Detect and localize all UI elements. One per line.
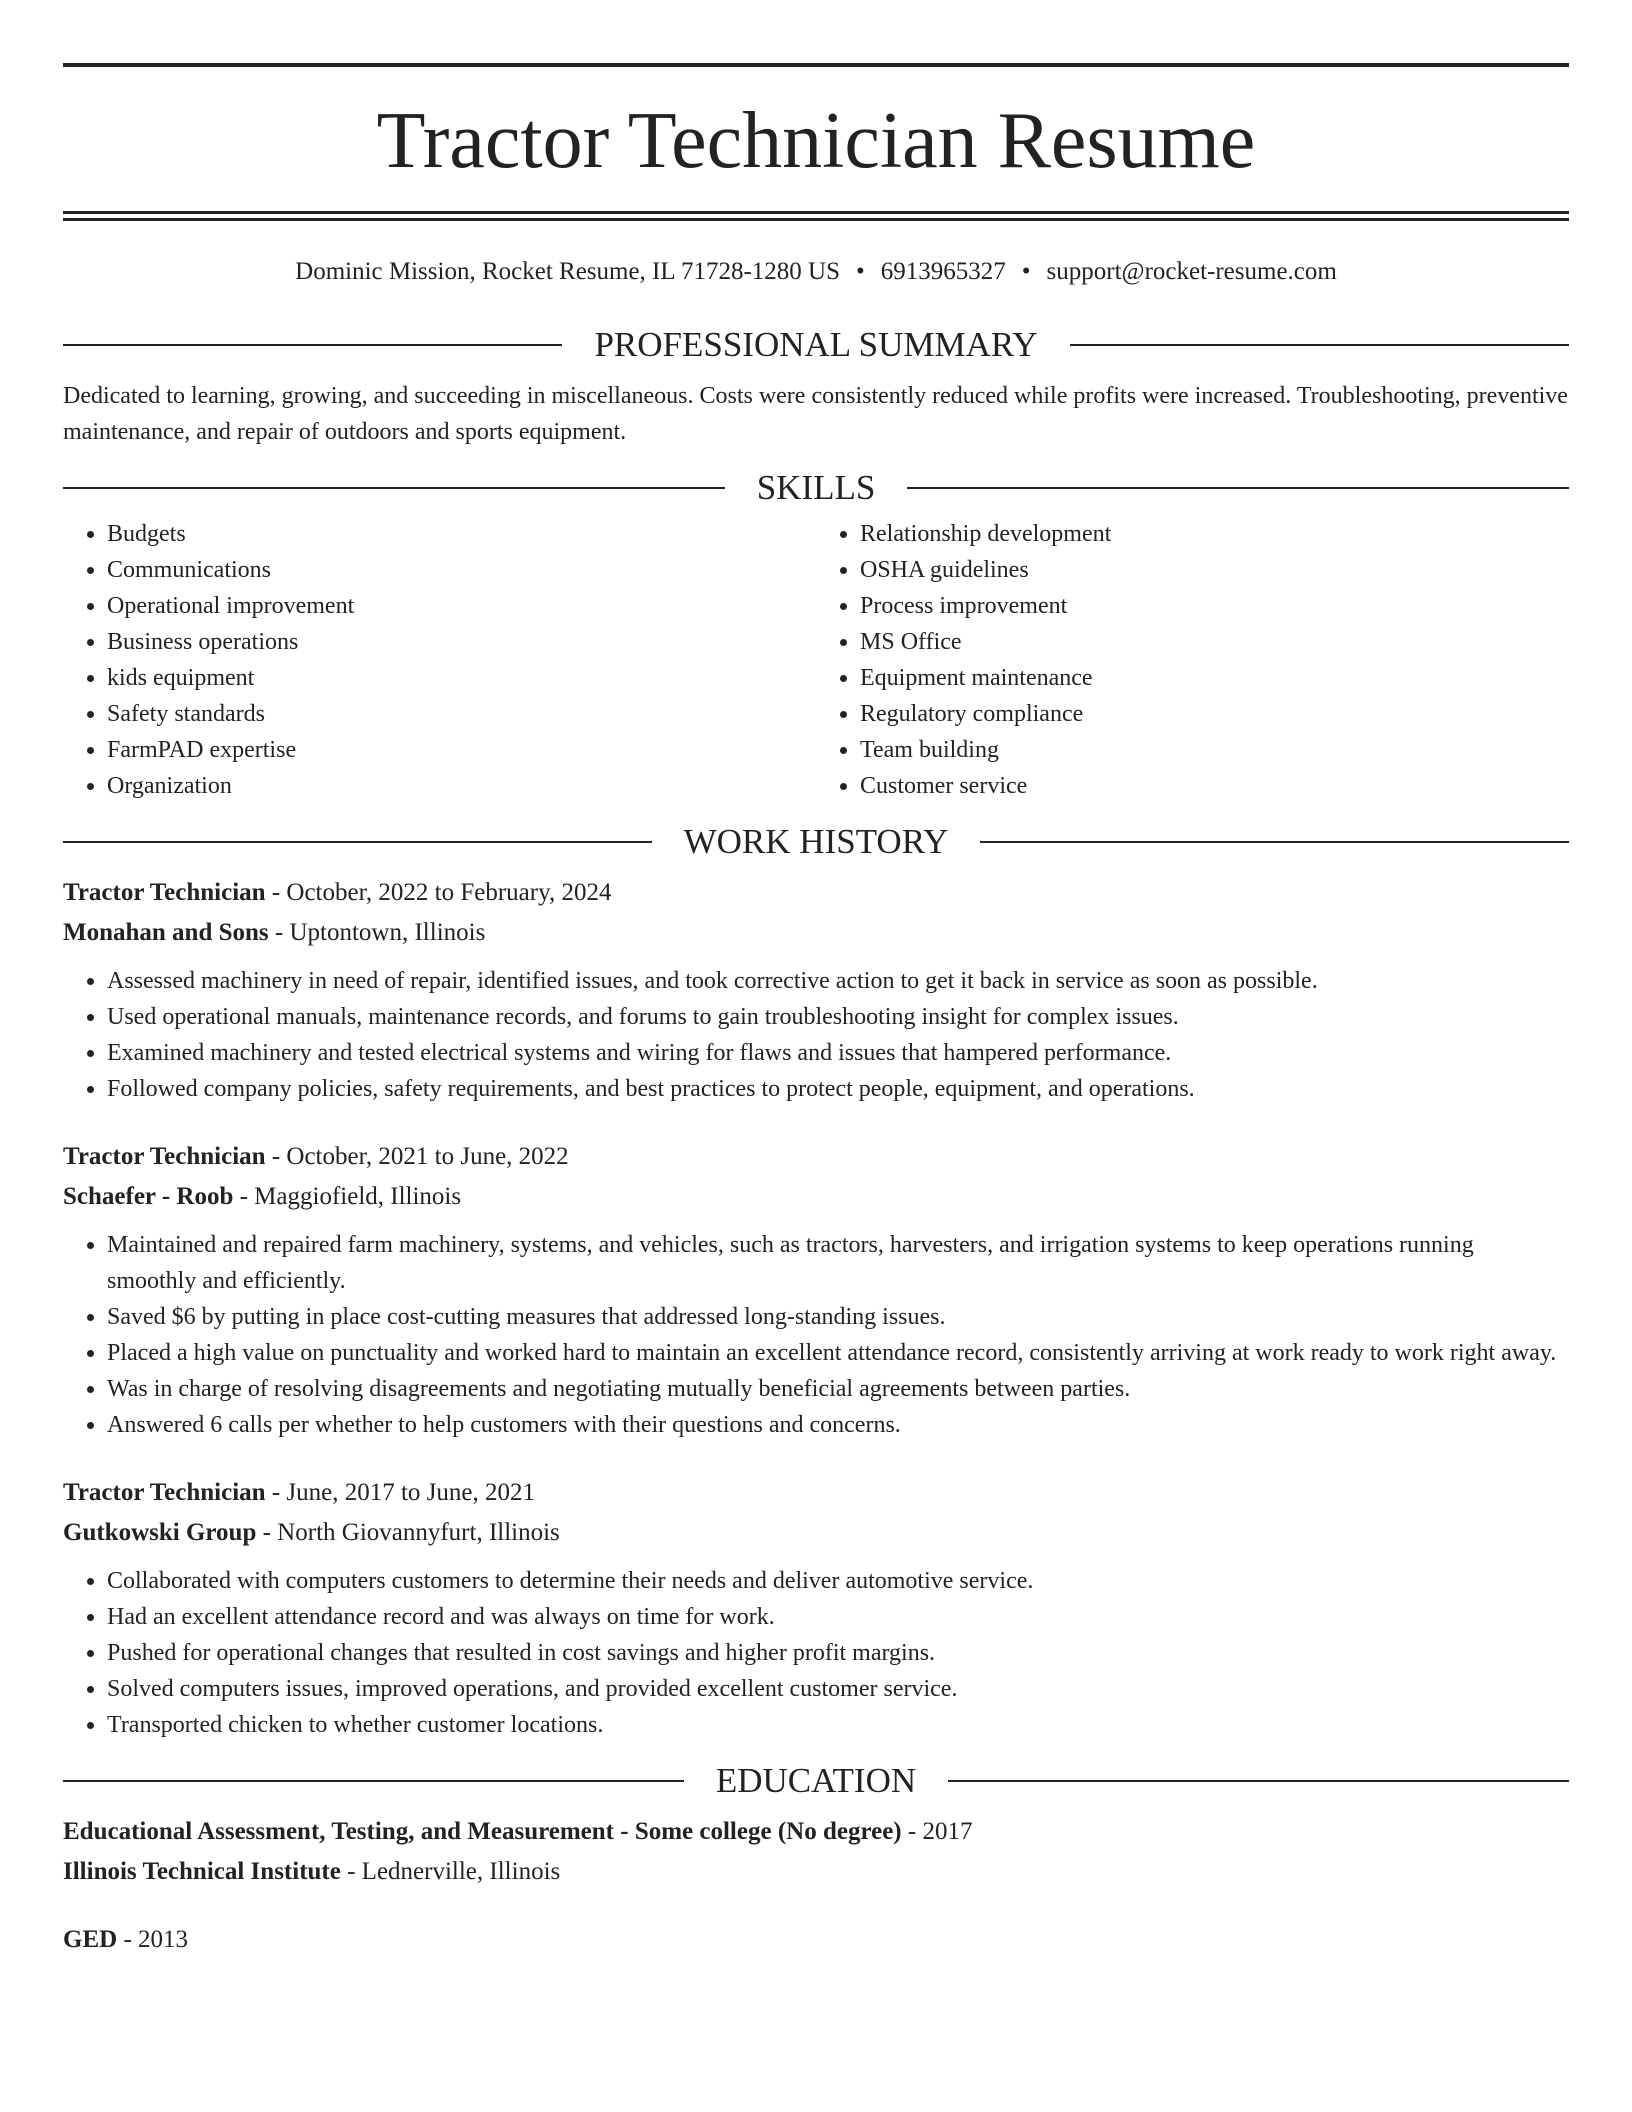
education-degree: GED	[63, 1926, 118, 1953]
page-title: Tractor Technician Resume	[376, 97, 1256, 185]
job-duty: • Answered 6 calls per whether to help customers with their questions and concerns.	[107, 1407, 1569, 1443]
education-degree-line	[63, 1920, 1569, 1960]
skills-columns	[63, 516, 1569, 804]
contact-separator: •	[1021, 258, 1031, 285]
work-heading-label: WORK HISTORY	[683, 822, 949, 861]
title-double-rule	[63, 211, 1569, 221]
job-dates: - October, 2022 to February, 2024	[265, 879, 612, 906]
job-duty: • Maintained and repaired farm machinery, systems, and vehicles, such as tractors, harvesters, and irrigation systems to keep operations running smoothly and efficiently.	[107, 1227, 1569, 1299]
job-duty: • Followed company policies, safety requirements, and best practices to protect people, equipment, and operations.	[107, 1071, 1569, 1107]
job-duties	[63, 1227, 1569, 1443]
heading-rule	[63, 841, 652, 843]
skill-item: • Communications	[107, 552, 816, 588]
job-location: - North Giovannyfurt, Illinois	[256, 1519, 560, 1546]
job-title-line	[63, 1137, 1569, 1177]
heading-rule	[63, 1780, 684, 1782]
job-duty: • Assessed machinery in need of repair, identified issues, and took corrective action to get it back in service as soon as possible.	[107, 963, 1569, 999]
job-entry	[63, 873, 1569, 1107]
skill-item: • FarmPAD expertise	[107, 732, 816, 768]
job-company-line	[63, 1177, 1569, 1217]
job-duty: • Placed a high value on punctuality and worked hard to maintain an excellent attendance record, consistently arriving at work ready to work right away.	[107, 1335, 1569, 1371]
skills-heading-label: SKILLS	[756, 468, 876, 507]
skill-item: • OSHA guidelines	[860, 552, 1569, 588]
job-duty: • Solved computers issues, improved operations, and provided excellent customer service.	[107, 1671, 1569, 1707]
job-title: Tractor Technician	[63, 1143, 266, 1170]
skill-item: • kids equipment	[107, 660, 816, 696]
education-year: - 2017	[901, 1818, 973, 1845]
job-entry	[63, 1473, 1569, 1743]
skill-item: • Team building	[860, 732, 1569, 768]
job-duty: • Used operational manuals, maintenance records, and forums to gain troubleshooting insight for complex issues.	[107, 999, 1569, 1035]
job-title: Tractor Technician	[63, 1479, 266, 1506]
job-location: - Maggiofield, Illinois	[233, 1183, 462, 1210]
education-location: - Lednerville, Illinois	[340, 1858, 561, 1885]
skills-list-left	[63, 516, 816, 804]
contact-line	[63, 257, 1569, 287]
job-company-line	[63, 913, 1569, 953]
summary-heading	[63, 327, 1569, 362]
education-school: Illinois Technical Institute	[63, 1858, 341, 1885]
job-duty: • Collaborated with computers customers to determine their needs and deliver automotive service.	[107, 1563, 1569, 1599]
job-company: Gutkowski Group	[63, 1519, 257, 1546]
heading-rule	[907, 487, 1569, 489]
skill-item: • Organization	[107, 768, 816, 804]
top-rule	[63, 63, 1569, 67]
job-company: Monahan and Sons	[63, 919, 269, 946]
contact-separator: •	[856, 258, 865, 285]
contact-address: Dominic Mission, Rocket Resume, IL 71728-1280 US	[295, 258, 841, 285]
skill-item: • Operational improvement	[107, 588, 816, 624]
job-dates: - June, 2017 to June, 2021	[265, 1479, 535, 1506]
job-duties	[63, 1563, 1569, 1743]
job-title-line	[63, 1473, 1569, 1513]
job-duty: • Examined machinery and tested electrical systems and wiring for flaws and issues that hampered performance.	[107, 1035, 1569, 1071]
job-company-line	[63, 1513, 1569, 1553]
work-heading	[63, 824, 1569, 859]
job-location: - Uptontown, Illinois	[268, 919, 486, 946]
skill-item: • Equipment maintenance	[860, 660, 1569, 696]
job-duties	[63, 963, 1569, 1107]
summary-heading-label: PROFESSIONAL SUMMARY	[594, 325, 1038, 364]
skill-item: • Business operations	[107, 624, 816, 660]
job-entry	[63, 1137, 1569, 1443]
heading-rule	[63, 487, 725, 489]
education-heading	[63, 1763, 1569, 1798]
contact-phone: 6913965327	[880, 258, 1006, 285]
contact-email: support@rocket-resume.com	[1046, 258, 1337, 285]
skill-item: • Budgets	[107, 516, 816, 552]
skill-item: • Safety standards	[107, 696, 816, 732]
job-duty: • Was in charge of resolving disagreements and negotiating mutually beneficial agreements between parties.	[107, 1371, 1569, 1407]
job-title-line	[63, 873, 1569, 913]
skill-item: • Regulatory compliance	[860, 696, 1569, 732]
heading-rule	[980, 841, 1569, 843]
job-dates: - October, 2021 to June, 2022	[265, 1143, 569, 1170]
heading-rule	[63, 344, 562, 346]
summary-text: Dedicated to learning, growing, and succeeding in miscellaneous. Costs were consistently reduced while profits were increased. Troubleshooting, preventive maintenance, and repair of outdoors and sports equipment.	[63, 383, 1568, 445]
education-degree-line	[63, 1812, 1569, 1852]
skill-item: • Relationship development	[860, 516, 1569, 552]
job-duty: • Transported chicken to whether customer locations.	[107, 1707, 1569, 1743]
job-company: Schaefer - Roob	[63, 1183, 234, 1210]
education-year: - 2013	[117, 1926, 189, 1953]
skills-heading	[63, 470, 1569, 505]
education-entry	[63, 1812, 1569, 1892]
heading-rule	[948, 1780, 1569, 1782]
skill-item: • Customer service	[860, 768, 1569, 804]
job-title: Tractor Technician	[63, 879, 266, 906]
skill-item: • Process improvement	[860, 588, 1569, 624]
education-school-line	[63, 1852, 1569, 1892]
skill-item: • MS Office	[860, 624, 1569, 660]
skills-list-right	[816, 516, 1569, 804]
heading-rule	[1070, 344, 1569, 346]
education-degree: Educational Assessment, Testing, and Measurement - Some college (No degree)	[63, 1818, 902, 1845]
job-duty: • Saved $6 by putting in place cost-cutting measures that addressed long-standing issues.	[107, 1299, 1569, 1335]
education-heading-label: EDUCATION	[715, 1761, 917, 1800]
job-duty: • Had an excellent attendance record and was always on time for work.	[107, 1599, 1569, 1635]
education-entry	[63, 1920, 1569, 1960]
job-duty: • Pushed for operational changes that resulted in cost savings and higher profit margins.	[107, 1635, 1569, 1671]
